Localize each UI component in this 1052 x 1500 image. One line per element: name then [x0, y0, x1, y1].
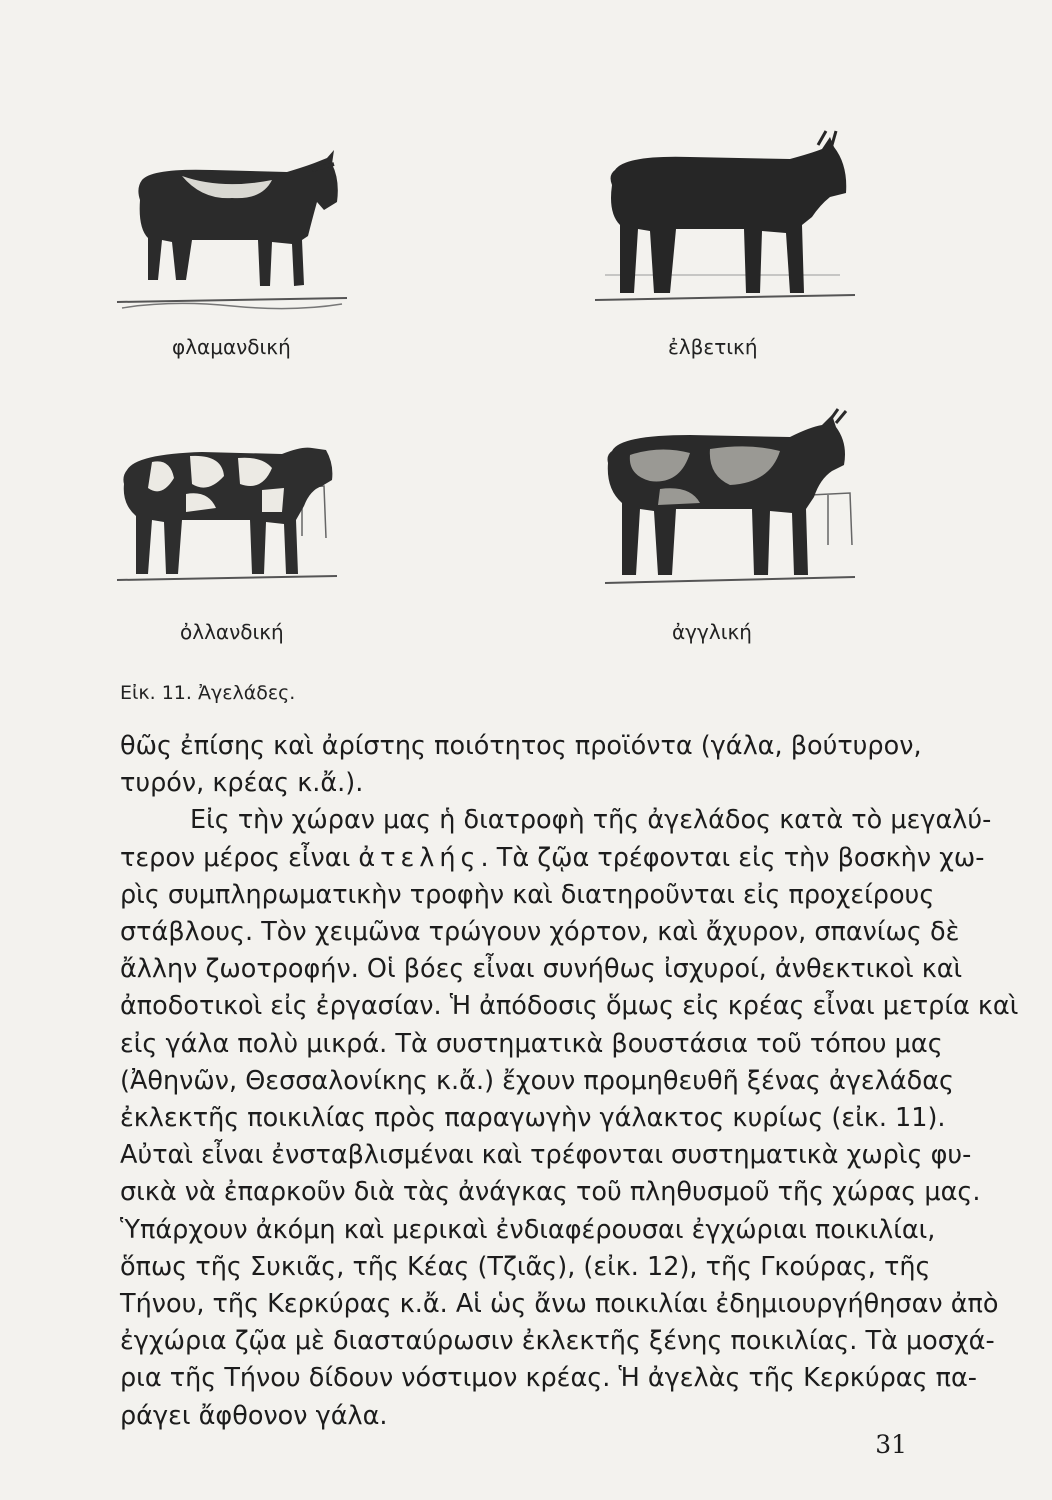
text-line: θῶς ἐπίσης καὶ ἀρίστης ποιότητος προϊόντα (γάλα, βούτυρον, — [120, 731, 922, 761]
figure-label: Εἰκ. 11. Ἀγελάδες. — [120, 682, 296, 704]
caption-english: ἀγγλική — [672, 620, 752, 644]
text-line: ἄλλην ζωοτροφήν. Οἱ βόες εἶναι συνήθως ἰσχυροί, ἀνθεκτικοὶ καὶ — [120, 954, 963, 985]
text-line: ἐκλεκτῆς ποικιλίας πρὸς παραγωγὴν γάλακτος κυρίως (εἰκ. 11). — [120, 1103, 946, 1134]
text-line — [120, 840, 985, 877]
text-line: Εἰς τὴν χώραν μας ἡ διατροφὴ τῆς ἀγελάδος κατὰ τὸ μεγαλύ- — [190, 805, 992, 836]
body-text — [120, 728, 1019, 1435]
caption-swiss: ἐλβετική — [668, 335, 758, 359]
text-line: ὅπως τῆς Συκιᾶς, τῆς Κέας (Τζιᾶς), (εἰκ. 12), τῆς Γκούρας, τῆς — [120, 1251, 931, 1282]
caption-dutch: ὀλλανδική — [180, 620, 284, 644]
emphasized-word: ἀτελής — [358, 842, 481, 873]
text-line: ἐγχώρια ζῷα μὲ διασταύρωσιν ἐκλεκτῆς ξένης ποικιλίας. Τὰ μοσχά- — [120, 1326, 995, 1357]
text-fragment: τερον μέρος εἶναι — [120, 842, 351, 873]
text-line: στάβλους. Τὸν χειμῶνα τρώγουν χόρτον, καὶ ἄχυρον, σπανίως δὲ — [120, 917, 960, 948]
swiss-cow-illustration — [590, 125, 860, 320]
text-line: σικὰ νὰ ἐπαρκοῦν διὰ τὰς ἀνάγκας τοῦ πληθυσμοῦ τῆς χώρας μας. — [120, 1177, 981, 1208]
text-line: ἀποδοτικοὶ εἰς ἐργασίαν. Ἡ ἀπόδοσις ὅμως εἰς κρέας εἶναι μετρία καὶ — [120, 991, 1019, 1022]
flemish-cow-illustration — [112, 140, 352, 320]
caption-flemish: φλαμανδική — [172, 335, 291, 359]
text-line: ρια τῆς Τήνου δίδουν νόστιμον κρέας. Ἡ ἀγελὰς τῆς Κερκύρας πα- — [120, 1363, 978, 1394]
text-fragment: . Τὰ ζῷα τρέφονται εἰς τὴν βοσκὴν χω- — [480, 842, 985, 873]
dutch-cow-illustration — [112, 428, 342, 598]
english-cow-illustration — [600, 405, 860, 600]
page-number: 31 — [875, 1430, 907, 1459]
text-line: Αὐταὶ εἶναι ἐνσταβλισμέναι καὶ τρέφονται συστηματικὰ χωρὶς φυ- — [120, 1140, 972, 1171]
text-line: εἰς γάλα πολὺ μικρά. Τὰ συστηματικὰ βουστάσια τοῦ τόπου μας — [120, 1028, 943, 1059]
text-line: τυρόν, κρέας κ.ἄ.). — [120, 768, 364, 799]
text-line: ράγει ἄφθονον γάλα. — [120, 1400, 388, 1431]
text-line: Τήνου, τῆς Κερκύρας κ.ἄ. Αἱ ὡς ἄνω ποικιλίαι ἐδημιουργήθησαν ἀπὸ — [120, 1289, 999, 1320]
text-line: (Ἀθηνῶν, Θεσσαλονίκης κ.ἄ.) ἔχουν προμηθευθῆ ξένας ἀγελάδας — [120, 1065, 954, 1096]
text-line: Ὑπάρχουν ἀκόμη καὶ μερικαὶ ἐνδιαφέρουσαι ἐγχώριαι ποικιλίαι, — [120, 1214, 936, 1245]
text-line: ρὶς συμπληρωματικὴν τροφὴν καὶ διατηροῦνται εἰς προχείρους — [120, 879, 935, 910]
